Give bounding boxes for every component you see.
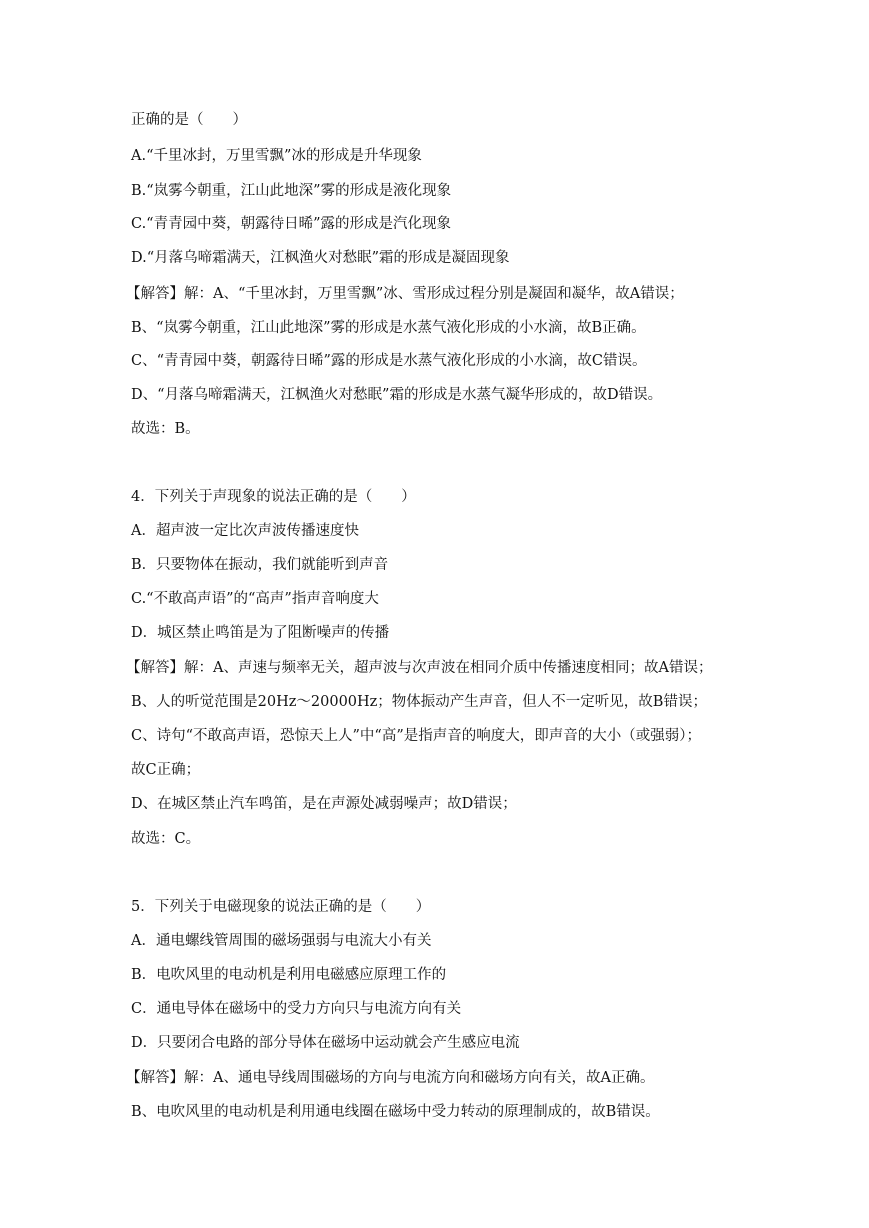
q5-option-a: A．通电螺线管周围的磁场强弱与电流大小有关 bbox=[131, 933, 432, 949]
q4-answer-line-1: 【解答】解：A、声速与频率无关，超声波与次声波在相同介质中传播速度相同；故A错误； bbox=[126, 660, 713, 676]
q3-stem-tail: 正确的是（ ） bbox=[131, 112, 247, 128]
q4-answer-line-2: B、人的听觉范围是20Hz～20000Hz；物体振动产生声音，但人不一定听见，故B错误； bbox=[131, 694, 707, 710]
q4-answer-line-3: C、诗句“不敢高声语，恐惊天上人”中“高”是指声音的响度大，即声音的大小（或强弱）； bbox=[131, 728, 701, 744]
q4-option-a: A．超声波一定比次声波传播速度快 bbox=[131, 523, 359, 539]
q4-option-b: B．只要物体在振动，我们就能听到声音 bbox=[131, 557, 389, 573]
q3-option-b: B.“岚雾今朝重，江山此地深”雾的形成是液化现象 bbox=[131, 183, 452, 199]
q4-option-c: C.“不敢高声语”的“高声”指声音响度大 bbox=[131, 591, 379, 607]
q4-answer-line-6: 故选：C。 bbox=[131, 831, 201, 847]
q3-answer-line-4: D、“月落乌啼霜满天，江枫渔火对愁眠”霜的形成是水蒸气凝华形成的，故D错误。 bbox=[131, 387, 663, 403]
q3-option-d: D.“月落乌啼霜满天，江枫渔火对愁眠”霜的形成是凝固现象 bbox=[131, 250, 510, 266]
q5-stem: 5．下列关于电磁现象的说法正确的是（ ） bbox=[131, 899, 431, 915]
q5-option-d: D．只要闭合电路的部分导体在磁场中运动就会产生感应电流 bbox=[131, 1035, 520, 1051]
q5-option-b: B．电吹风里的电动机是利用电磁感应原理工作的 bbox=[131, 967, 447, 983]
q5-option-c: C．通电导体在磁场中的受力方向只与电流方向有关 bbox=[131, 1001, 462, 1017]
q3-option-c: C.“青青园中葵，朝露待日晞”露的形成是汽化现象 bbox=[131, 216, 452, 232]
q3-answer-line-5: 故选：B。 bbox=[131, 421, 200, 437]
q5-answer-line-1: 【解答】解：A、通电导线周围磁场的方向与电流方向和磁场方向有关，故A正确。 bbox=[126, 1070, 655, 1086]
q3-answer-line-1: 【解答】解：A、“千里冰封，万里雪飘”冰、雪形成过程分别是凝固和凝华，故A错误； bbox=[126, 286, 684, 302]
q5-answer-line-2: B、电吹风里的电动机是利用通电线圈在磁场中受力转动的原理制成的，故B错误。 bbox=[131, 1104, 660, 1120]
q4-stem: 4．下列关于声现象的说法正确的是（ ） bbox=[131, 489, 416, 505]
q3-answer-line-2: B、“岚雾今朝重，江山此地深”雾的形成是水蒸气液化形成的小水滴，故B正确。 bbox=[131, 320, 646, 336]
q4-option-d: D．城区禁止鸣笛是为了阻断噪声的传播 bbox=[131, 625, 390, 641]
q4-answer-line-4: 故C正确； bbox=[131, 762, 201, 778]
q4-answer-line-5: D、在城区禁止汽车鸣笛，是在声源处减弱噪声；故D错误； bbox=[131, 796, 517, 812]
q3-answer-line-3: C、“青青园中葵，朝露待日晞”露的形成是水蒸气液化形成的小水滴，故C错误。 bbox=[131, 353, 647, 369]
q3-option-a: A.“千里冰封，万里雪飘”冰的形成是升华现象 bbox=[131, 148, 422, 164]
